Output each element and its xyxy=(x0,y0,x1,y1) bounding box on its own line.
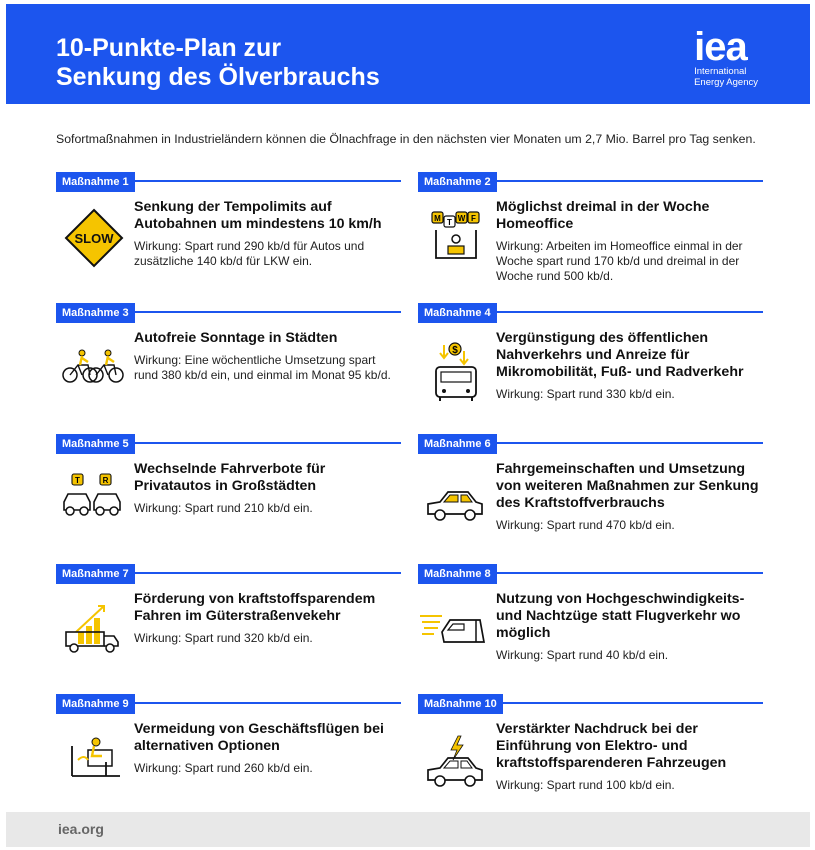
measure-label: Maßnahme 2 xyxy=(418,172,497,192)
title-line-2: Senkung des Ölverbrauchs xyxy=(56,63,380,91)
measure-label: Maßnahme 8 xyxy=(418,564,497,584)
logo-line-2: Energy Agency xyxy=(694,77,758,88)
measure-label: Maßnahme 10 xyxy=(418,694,503,714)
measure-effect: Wirkung: Spart rund 320 kb/d ein. xyxy=(134,631,313,645)
measure-card-4 xyxy=(418,303,763,428)
measure-effect: Wirkung: Spart rund 330 kb/d ein. xyxy=(496,387,675,401)
carpool-car-icon xyxy=(420,462,488,534)
svg-text:T: T xyxy=(447,218,452,227)
footer-link[interactable]: iea.org xyxy=(58,821,104,837)
measure-label: Maßnahme 3 xyxy=(56,303,135,323)
measure-label: Maßnahme 5 xyxy=(56,434,135,454)
svg-text:T: T xyxy=(75,476,80,485)
iea-logo[interactable] xyxy=(694,25,758,88)
iea-logo-subtitle xyxy=(694,66,758,88)
svg-text:R: R xyxy=(102,476,109,485)
video-call-icon xyxy=(58,722,126,794)
intro-text: Sofortmaßnahmen in Industrieländern können die Ölnachfrage in den nächsten vier Monaten um 2,7 Mio. Barrel pro Tag senken. xyxy=(56,132,756,146)
measure-effect: Wirkung: Spart rund 260 kb/d ein. xyxy=(134,761,313,775)
measure-card-6 xyxy=(418,434,763,559)
measure-effect: Wirkung: Arbeiten im Homeoffice einmal in der Woche spart rund 170 kb/d und dreimal in der Woche rund 500 kb/d. xyxy=(496,239,743,283)
measure-card-1 xyxy=(56,172,401,297)
measure-label: Maßnahme 6 xyxy=(418,434,497,454)
measure-effect: Wirkung: Spart rund 470 kb/d ein. xyxy=(496,518,675,532)
measure-heading: Vermeidung von Geschäftsflügen bei alternativen Optionen xyxy=(134,721,384,754)
svg-text:$: $ xyxy=(452,345,458,356)
truck-growth-icon xyxy=(58,592,126,664)
measure-heading: Möglichst dreimal in der Woche Homeoffice xyxy=(496,199,710,232)
measure-label: Maßnahme 7 xyxy=(56,564,135,584)
measure-card-7 xyxy=(56,564,401,689)
measure-card-9 xyxy=(56,694,401,819)
cyclists-icon xyxy=(58,331,126,403)
svg-text:W: W xyxy=(457,214,466,223)
header-banner xyxy=(6,4,810,104)
measure-effect: Wirkung: Spart rund 40 kb/d ein. xyxy=(496,648,669,662)
measure-heading: Senkung der Tempolimits auf Autobahnen um mindestens 10 km/h xyxy=(134,199,382,232)
measure-card-5 xyxy=(56,434,401,559)
measure-card-2 xyxy=(418,172,763,297)
home-office-icon xyxy=(420,200,488,272)
logo-line-1: International xyxy=(694,66,747,77)
measure-label: Maßnahme 4 xyxy=(418,303,497,323)
measure-heading: Vergünstigung des öffentlichen Nahverkehrs und Anreize für Mikromobilität, Fuß- und Radverkehr xyxy=(496,330,744,380)
bus-discount-icon xyxy=(420,331,488,403)
measure-card-8 xyxy=(418,564,763,689)
measure-label: Maßnahme 9 xyxy=(56,694,135,714)
measure-label: Maßnahme 1 xyxy=(56,172,135,192)
measure-heading: Wechselnde Fahrverbote für Privatautos in Großstädten xyxy=(134,461,326,494)
iea-logo-mark: iea xyxy=(694,25,747,69)
measure-effect: Wirkung: Eine wöchentliche Umsetzung spart rund 380 kb/d ein, und einmal im Monat 95 kb/d. xyxy=(134,353,391,382)
measure-card-3 xyxy=(56,303,401,428)
svg-text:F: F xyxy=(471,214,476,223)
high-speed-train-icon xyxy=(420,592,488,664)
measure-effect: Wirkung: Spart rund 290 kb/d für Autos und zusätzliche 140 kb/d für LKW ein. xyxy=(134,239,365,268)
measure-heading: Nutzung von Hochgeschwindigkeits- und Nachtzüge statt Flugverkehr wo möglich xyxy=(496,591,745,641)
measure-card-10 xyxy=(418,694,763,819)
title-line-1: 10-Punkte-Plan zur xyxy=(56,34,282,62)
slow-sign-text: SLOW xyxy=(74,231,114,246)
svg-text:M: M xyxy=(434,214,441,223)
measure-heading: Fahrgemeinschaften und Umsetzung von weiteren Maßnahmen zur Senkung des Kraftstoffverbrauchs xyxy=(496,461,759,511)
page-title xyxy=(56,34,380,92)
electric-car-icon xyxy=(420,722,488,794)
measure-effect: Wirkung: Spart rund 210 kb/d ein. xyxy=(134,501,313,515)
measure-heading: Autofreie Sonntage in Städten xyxy=(134,330,338,346)
footer xyxy=(6,812,810,847)
slow-sign-icon xyxy=(58,200,126,272)
alternating-cars-icon xyxy=(58,462,126,534)
measure-heading: Förderung von kraftstoffsparendem Fahren im Güterstraßenvekehr xyxy=(134,591,376,624)
measure-heading: Verstärkter Nachdruck bei der Einführung von Elektro- und kraftstoffsparenderen Fahrzeugen xyxy=(496,721,727,771)
measure-effect: Wirkung: Spart rund 100 kb/d ein. xyxy=(496,778,675,792)
